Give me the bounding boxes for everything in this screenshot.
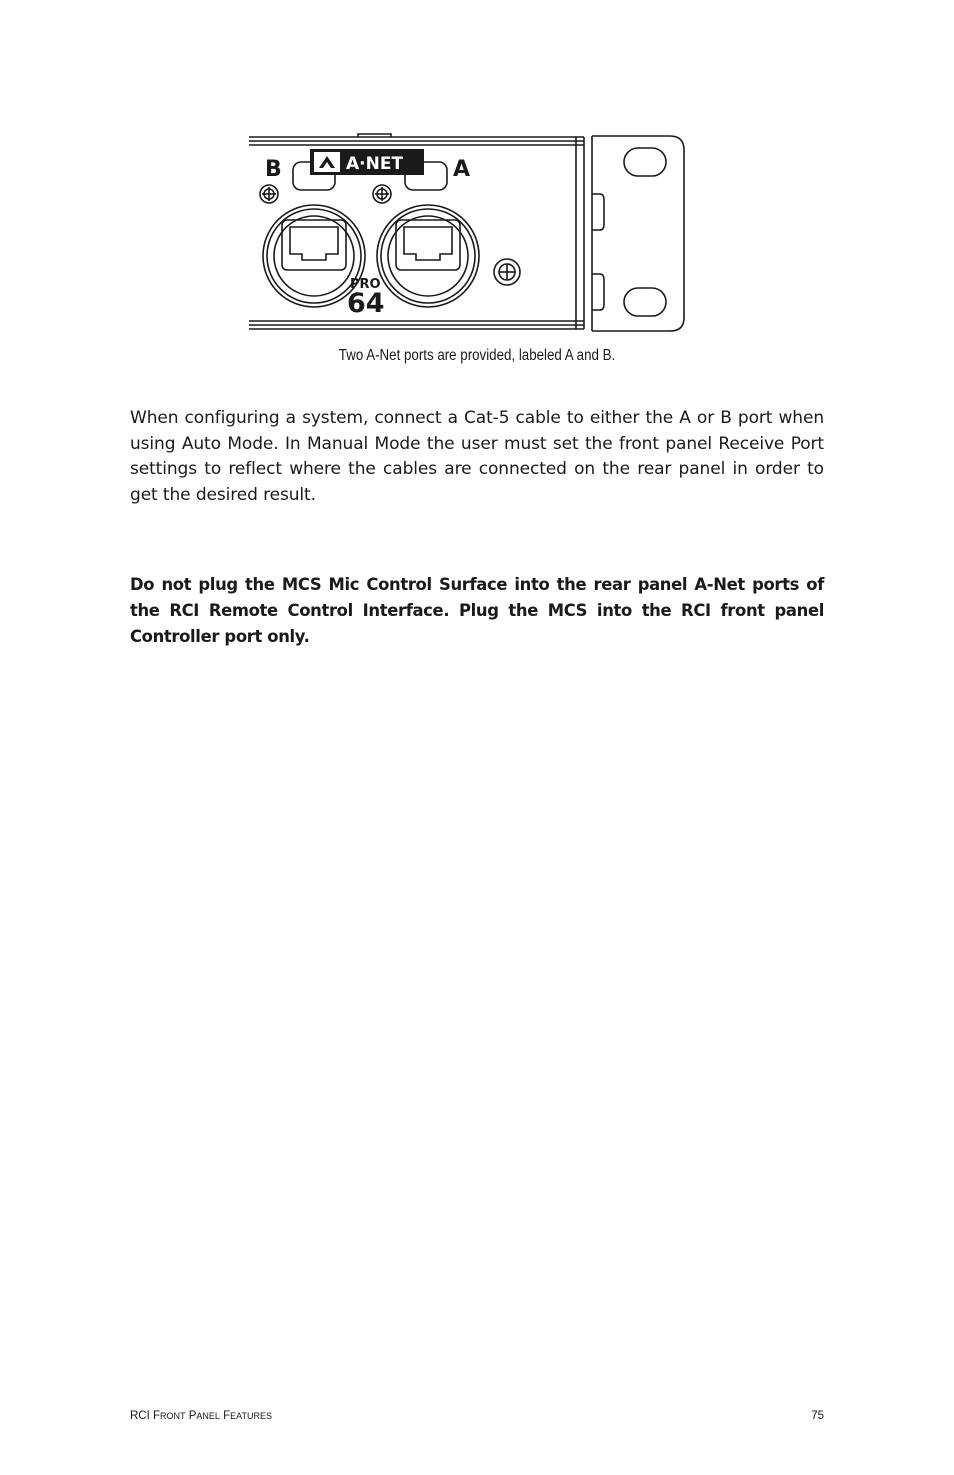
- page-number: 75: [811, 1410, 824, 1422]
- figure-caption: Two A-Net ports are provided, labeled A and B.: [338, 347, 616, 364]
- footer-section-title: RCI FRONT PANEL FEATURES: [130, 1410, 272, 1422]
- pro-label: PRO: [350, 277, 381, 292]
- rear-panel-illustration: [246, 132, 688, 335]
- anet-logo-text: A·NET: [346, 154, 404, 174]
- warning-paragraph: Do not plug the MCS Mic Control Surface into the rear panel A-Net ports of the RCI Remote Control Interface. Plug the MCS into the RCI front panel Controller port only.: [130, 575, 824, 646]
- port-b-label: B: [265, 157, 282, 182]
- port-a-label: A: [453, 157, 471, 182]
- body-paragraph: When configuring a system, connect a Cat-5 cable to either the A or B port when using Auto Mode. In Manual Mode the user must set the front panel Receive Port settings to reflect where the cables are connected on the rear panel in order to get the desired result.: [130, 408, 824, 506]
- model-number-label: 64: [347, 288, 385, 319]
